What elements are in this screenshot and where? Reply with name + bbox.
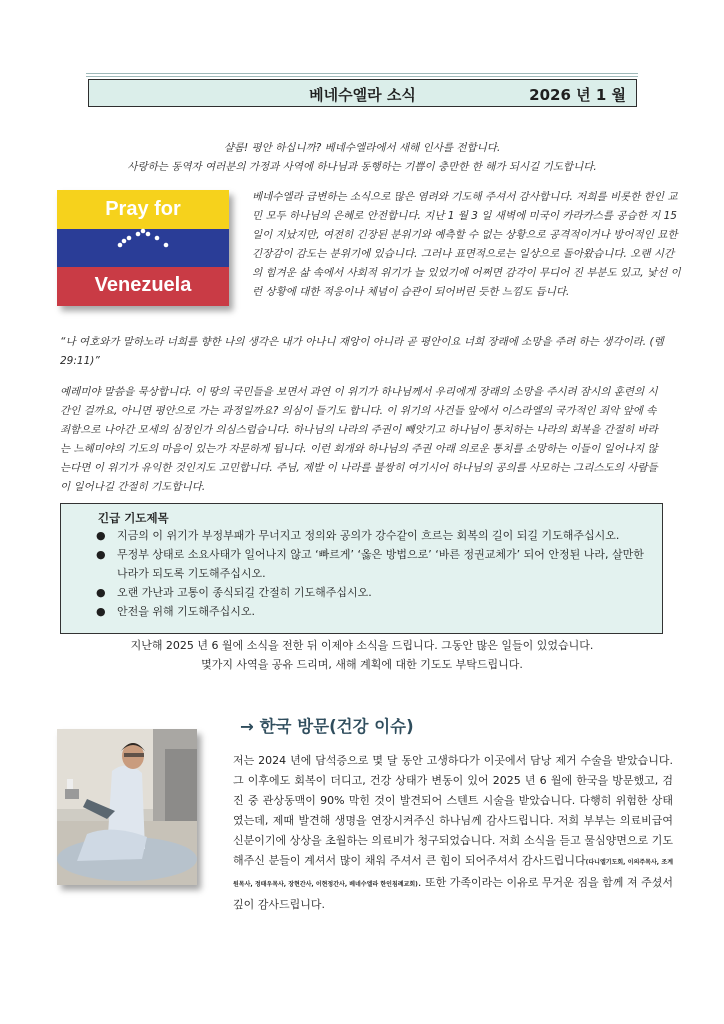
greeting-line-1: 샬롬! 평안 하십니까? 베네수엘라에서 새해 인사를 전합니다. (223, 142, 501, 154)
prayer-heading: 긴급 기도제목 (98, 511, 169, 525)
bullet-icon: ● (96, 529, 106, 542)
prayer-item: ● 무정부 상태로 소요사태가 일어나지 않고 ‘빠르게’ ‘옳은 방법으로’ ‘바른 정권교체가’ 되어 안정된 나라, 살만한 나라가 되도록 기도해주십시오. (87, 545, 657, 583)
urgent-prayer-box (60, 503, 663, 634)
top-rule-2 (86, 76, 638, 77)
bullet-icon: ● (96, 548, 106, 561)
section-title-text: 한국 방문(건강 이슈) (259, 717, 414, 736)
arrow-right-icon: → (240, 717, 254, 736)
bible-verse: “나 여호와가 말하노라 너희를 향한 나의 생각은 내가 아나니 재앙이 아니라 곧 평안이요 너희 장래에 소망을 주려 하는 생각이라. (렘 29:11)” (60, 336, 664, 367)
bullet-icon: ● (96, 605, 106, 618)
closing-line-2: 몇가지 사역을 공유 드리며, 새해 계획에 대한 기도도 부탁드립니다. (201, 658, 523, 671)
newsletter-date: 2026 년 1 월 (529, 86, 626, 104)
section-title (240, 713, 414, 737)
prayer-list (87, 526, 657, 621)
supporters-list: (다니엘기도회, 이의주목사, 조계원목사, 정태우목사, 장현간사, 이현정간사, 베네수엘라 한인침례교회) (233, 859, 673, 888)
pray-for-venezuela-flag-image (57, 190, 229, 306)
bullet-icon: ● (96, 586, 106, 599)
prayer-item: ● 오랜 가난과 고통이 종식되길 간절히 기도해주십시오. (87, 583, 657, 602)
flag-text-line-1: Pray for (105, 198, 181, 220)
health-paragraph: 저는 2024 년에 담석증으로 몇 달 동안 고생하다가 이곳에서 담낭 제거 수술을 받았습니다. 그 이후에도 회복이 더디고, 건강 상태가 변동이 있어 2025 년 6 월에 한국을 방문했고, 검진 중 관상동맥이 90% 막힌 것이 발견되어 스텐트 시술을 받았습니다. 다행히 위험한 상태였는데, 제때 발견해 생명을 연장시켜주신 하나님께 감사드립니다. 저희 부부는 의료비급여 신분이기에 상상을 초월하는 의료비가 청구되었습니다. 저희 소식을 듣고 물심양면으로 기도해주신 분들이 계셔서 많이 채워 주셔서 큰 힘이 되어주셔서 감사드립니다(다니엘기도회, 이의주목사, 조계원목사, 정태우목사, 장현간사, 이현정간사, 베네수엘라 한인침례교회). 또한 가족이라는 이유로 무거운 짐을 함께 져 주셨서 깊이 감사드립니다. (233, 754, 674, 911)
closing-text (60, 636, 664, 674)
patient-in-hospital-bed-image (57, 729, 197, 885)
prayer-item: ● 안전을 위해 기도해주십시오. (87, 602, 657, 621)
newsletter-header (88, 79, 637, 107)
newsletter-title: 베네수엘라 소식 (309, 86, 416, 104)
flag-text-line-2: Venezuela (94, 274, 192, 296)
greeting (60, 139, 664, 177)
hospital-photo (57, 729, 197, 885)
prayer-item: ● 지금의 이 위기가 부정부패가 무너지고 정의와 공의가 강수같이 흐르는 회복의 길이 되길 기도해주십시오. (87, 526, 657, 545)
intro-paragraph: 베네수엘라 급변하는 소식으로 많은 염려와 기도해 주셔서 감사합니다. 저희를 비롯한 한인 교민 모두 하나님의 은혜로 안전합니다. 지난 1 월 3 일 새벽에 미국이 카라카스를 공습한 지 15 일이 지났지만, 여전히 긴장된 분위기와 예측할 수 없는 상황으로 공격적이거나 방어적인 묘한 긴장감이 감도는 분위기에 있습니다. 그러나 표면적으로는 일상으로 돌아왔습니다. 오랜 시간의 힘겨운 삶 속에서 사회적 위기가 늘 있었기에 어쩌면 감각이 무디어 진 부분도 있고, 낯선 이런 상황에 대한 적응이나 체념이 습관이 되어버린 듯한 느낌도 듭니다. (252, 191, 681, 298)
reflection-paragraph: 예레미야 말씀을 묵상합니다. 이 땅의 국민들을 보면서 과연 이 위기가 하나님께서 우리에게 장래의 소망을 주시려 잠시의 훈련의 시간인 걸까요, 아니면 평안으로 가는 과정일까요? 의심이 들기도 합니다. 이 위기의 사건들 앞에서 이스라엘의 국가적인 죄악 앞에 속죄함으로 나아간 모세의 심정인가 의심스럽습니다. 하나님의 나라의 주권이 빼앗기고 하나님이 통치하는 나라의 회복을 간절히 바라는 느헤미야의 기도의 마음이 있는가 자문하게 됩니다. 이런 회개와 하나님의 주권 아래 의로운 통치를 소망하는 이들이 일어나지 않는다면 이 위기가 유익한 것인지도 고민합니다. 주님, 제발 이 나라를 불쌍히 여기시어 하나님의 공의를 사모하는 그리스도의 사람들이 일어나길 간절히 기도합니다. (60, 386, 658, 493)
top-rule (86, 73, 638, 74)
closing-line-1: 지난해 2025 년 6 월에 소식을 전한 뒤 이제야 소식을 드립니다. 그동안 많은 일들이 있었습니다. (130, 639, 594, 652)
greeting-line-2: 사랑하는 동역자 여러분의 가정과 사역에 하나님과 동행하는 기쁨이 충만한 한 해가 되시길 기도합니다. (127, 161, 597, 173)
